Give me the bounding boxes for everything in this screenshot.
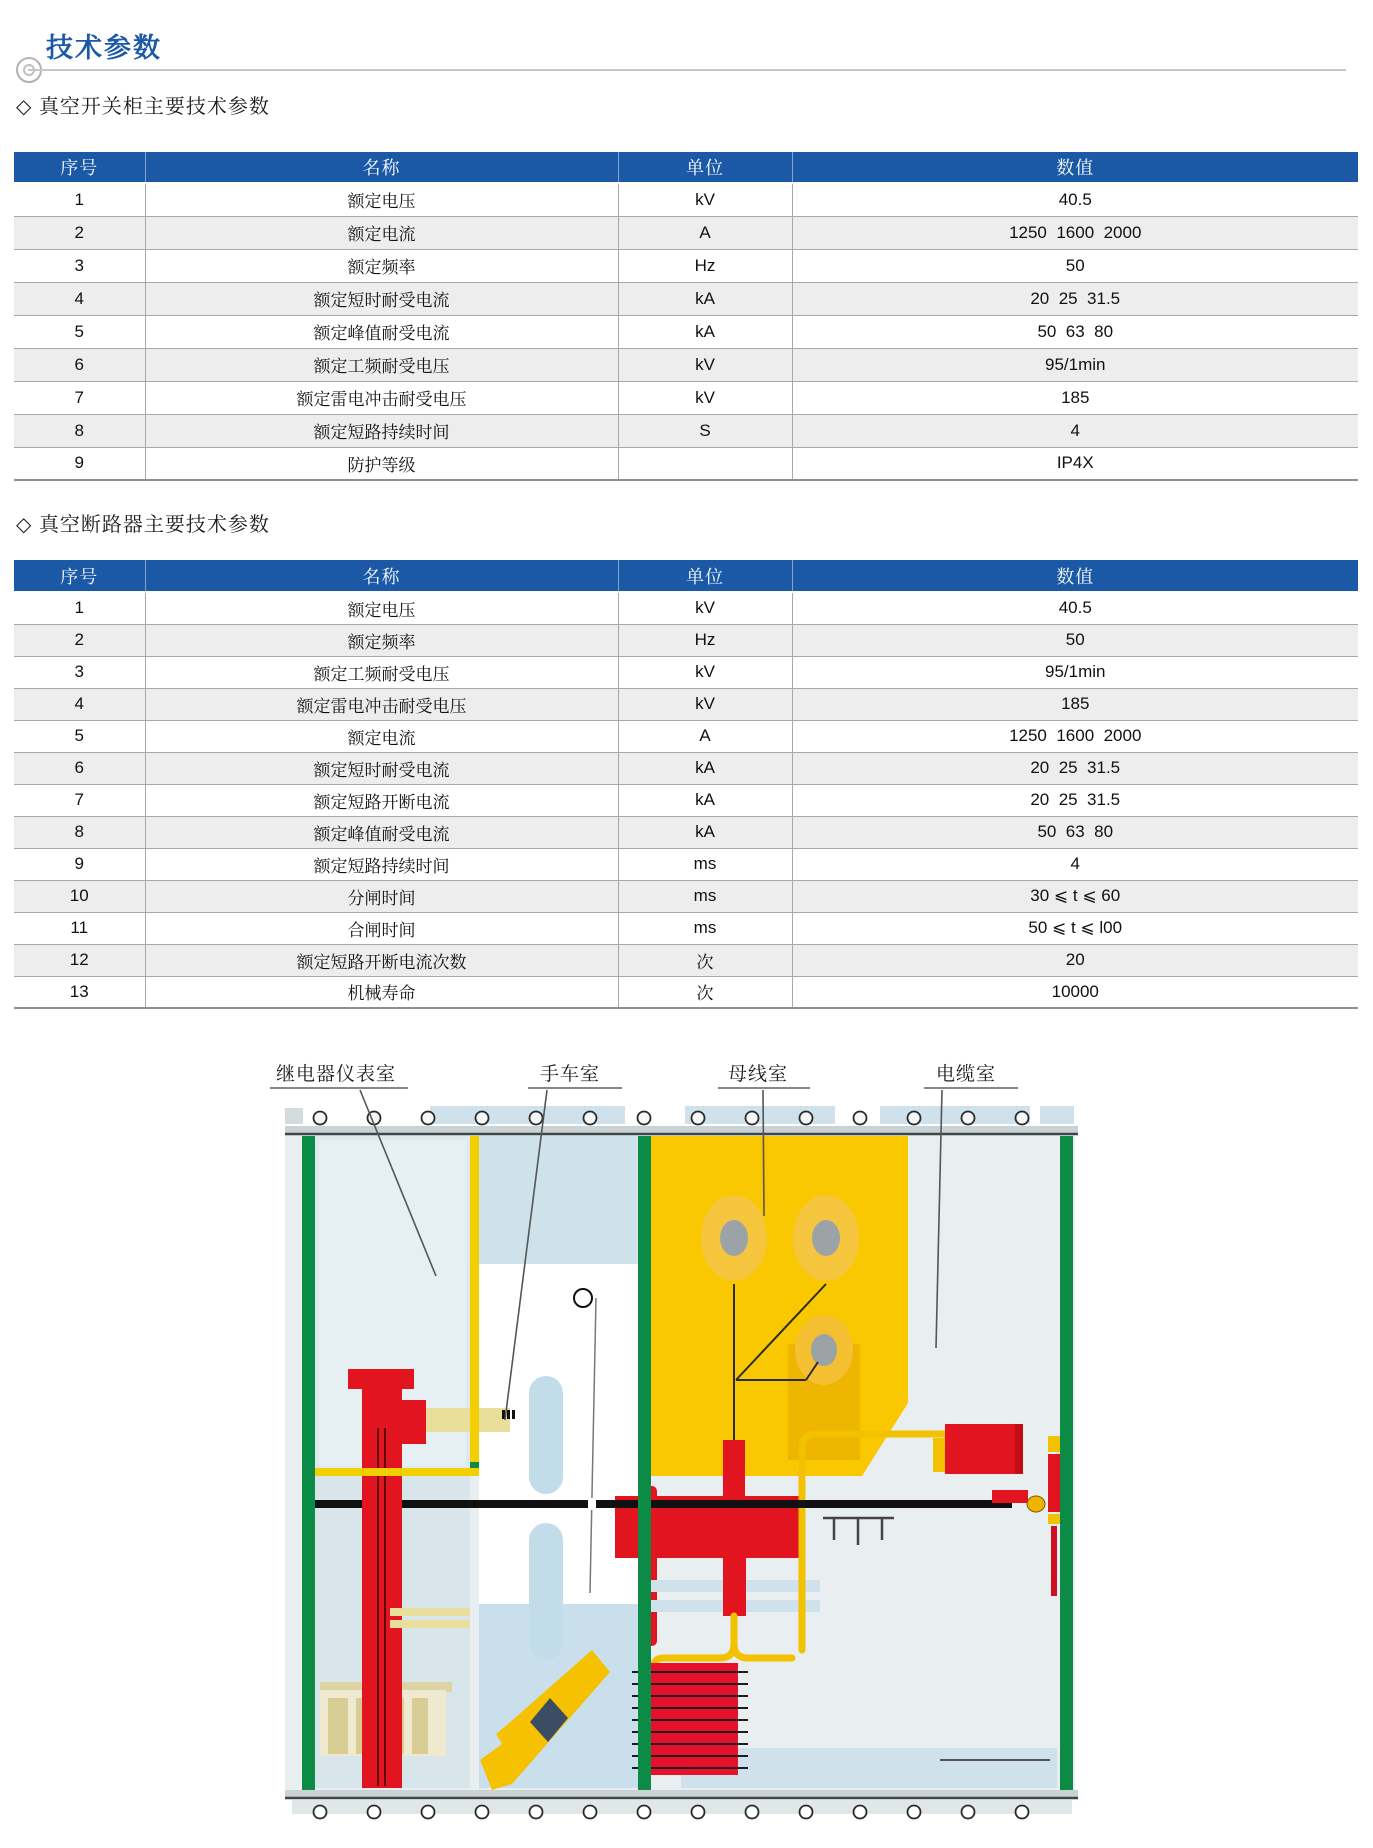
cell-name: 防护等级 <box>145 447 618 480</box>
cell-unit: kA <box>618 816 792 848</box>
cell-name: 分闸时间 <box>145 880 618 912</box>
cell-value: 20 25 31.5 <box>792 282 1358 315</box>
title-rule <box>28 69 1346 71</box>
cell-unit: ms <box>618 880 792 912</box>
cell-index: 7 <box>14 381 145 414</box>
cell-index: 6 <box>14 348 145 381</box>
table-row <box>14 183 1358 216</box>
cell-name: 额定短路开断电流次数 <box>145 944 618 976</box>
cell-name: 合闸时间 <box>145 912 618 944</box>
cell-unit: Hz <box>618 249 792 282</box>
cell-index: 2 <box>14 624 145 656</box>
bushing-icon <box>795 1315 853 1385</box>
cell-name: 额定频率 <box>145 624 618 656</box>
table-row <box>14 315 1358 348</box>
cell-index: 10 <box>14 880 145 912</box>
cell-value: 185 <box>792 688 1358 720</box>
cell-index: 12 <box>14 944 145 976</box>
cell-unit: ms <box>618 848 792 880</box>
cell-value: 1250 1600 2000 <box>792 720 1358 752</box>
cell-value: 50 63 80 <box>792 315 1358 348</box>
cell-value: IP4X <box>792 447 1358 480</box>
cell-value: 50 63 80 <box>792 816 1358 848</box>
cell-name: 额定电流 <box>145 720 618 752</box>
cell-name: 额定短路持续时间 <box>145 848 618 880</box>
cell-index: 6 <box>14 752 145 784</box>
cell-name: 额定电流 <box>145 216 618 249</box>
cell-index: 7 <box>14 784 145 816</box>
cell-value: 1250 1600 2000 <box>792 216 1358 249</box>
cell-value: 20 25 31.5 <box>792 784 1358 816</box>
cell-unit: kA <box>618 282 792 315</box>
table-header-row <box>14 560 1358 592</box>
col-header-value: 数值 <box>792 152 1358 183</box>
cell-index: 5 <box>14 720 145 752</box>
cell-unit: 次 <box>618 944 792 976</box>
table-row <box>14 752 1358 784</box>
table-row <box>14 784 1358 816</box>
label-busbar-room: 母线室 <box>728 1064 789 1085</box>
cell-index: 9 <box>14 447 145 480</box>
cell-name: 额定电压 <box>145 592 618 624</box>
col-header-index: 序号 <box>14 152 145 183</box>
cell-value: 30 ⩽ t ⩽ 60 <box>792 880 1358 912</box>
table-row <box>14 249 1358 282</box>
cell-name: 额定短时耐受电流 <box>145 282 618 315</box>
cell-value: 20 25 31.5 <box>792 752 1358 784</box>
cell-index: 13 <box>14 976 145 1008</box>
cell-unit: kA <box>618 752 792 784</box>
cell-index: 11 <box>14 912 145 944</box>
table-row <box>14 816 1358 848</box>
cell-value: 95/1min <box>792 656 1358 688</box>
cell-unit: A <box>618 216 792 249</box>
cell-unit: kA <box>618 784 792 816</box>
cell-name: 额定电压 <box>145 183 618 216</box>
cell-value: 20 <box>792 944 1358 976</box>
insulator-capsule <box>529 1523 563 1660</box>
table-row <box>14 414 1358 447</box>
cell-value: 40.5 <box>792 592 1358 624</box>
cell-name: 额定短路持续时间 <box>145 414 618 447</box>
label-handcart-room: 手车室 <box>540 1064 601 1085</box>
cabinet-frame-top <box>285 1106 1078 1134</box>
cell-unit: kV <box>618 592 792 624</box>
cell-name: 额定短时耐受电流 <box>145 752 618 784</box>
col-header-name: 名称 <box>145 152 618 183</box>
cell-name: 额定雷电冲击耐受电压 <box>145 381 618 414</box>
cell-unit: 次 <box>618 976 792 1008</box>
table-row <box>14 216 1358 249</box>
cell-unit: kA <box>618 315 792 348</box>
cell-unit: ms <box>618 912 792 944</box>
page-title: 技术参数 <box>46 33 162 63</box>
cell-name: 额定工频耐受电压 <box>145 656 618 688</box>
cell-index: 1 <box>14 592 145 624</box>
col-header-name: 名称 <box>145 560 618 592</box>
table-row <box>14 848 1358 880</box>
table-row <box>14 447 1358 480</box>
cell-unit: kV <box>618 656 792 688</box>
table-row <box>14 381 1358 414</box>
section-heading-breaker: ◇ 真空断路器主要技术参数 <box>16 514 270 536</box>
section-heading-switchgear: ◇ 真空开关柜主要技术参数 <box>16 96 270 118</box>
cell-unit: kV <box>618 183 792 216</box>
cell-name: 额定峰值耐受电流 <box>145 816 618 848</box>
cell-unit <box>618 447 792 480</box>
cell-value: 50 ⩽ t ⩽ l00 <box>792 912 1358 944</box>
spec-table-breaker <box>14 560 1358 1009</box>
cell-index: 8 <box>14 816 145 848</box>
table-row <box>14 282 1358 315</box>
spec-table-switchgear <box>14 152 1358 481</box>
insulator-capsule <box>529 1376 563 1494</box>
cell-unit: kV <box>618 688 792 720</box>
cell-value: 4 <box>792 848 1358 880</box>
cell-name: 额定频率 <box>145 249 618 282</box>
col-header-unit: 单位 <box>618 560 792 592</box>
cell-unit: Hz <box>618 624 792 656</box>
table-row <box>14 348 1358 381</box>
cell-value: 95/1min <box>792 348 1358 381</box>
cell-index: 4 <box>14 282 145 315</box>
table-row <box>14 944 1358 976</box>
cell-unit: S <box>618 414 792 447</box>
cross-section-drawing <box>240 1048 1085 1848</box>
cell-value: 50 <box>792 624 1358 656</box>
bushing-icon <box>701 1195 767 1281</box>
cell-name: 额定雷电冲击耐受电压 <box>145 688 618 720</box>
cell-index: 5 <box>14 315 145 348</box>
cell-index: 8 <box>14 414 145 447</box>
cell-index: 2 <box>14 216 145 249</box>
cabinet-frame-bottom <box>285 1790 1078 1814</box>
label-relay-room: 继电器仪表室 <box>276 1064 397 1085</box>
busbar-room-panel <box>651 1136 908 1476</box>
table-row <box>14 720 1358 752</box>
cell-name: 额定短路开断电流 <box>145 784 618 816</box>
cell-unit: kV <box>618 348 792 381</box>
table-row <box>14 688 1358 720</box>
cell-value: 4 <box>792 414 1358 447</box>
cell-index: 1 <box>14 183 145 216</box>
label-cable-room: 电缆室 <box>936 1064 997 1085</box>
bushing-icon <box>793 1195 859 1281</box>
cell-value: 185 <box>792 381 1358 414</box>
cell-index: 3 <box>14 249 145 282</box>
table-row <box>14 880 1358 912</box>
table-row <box>14 976 1358 1008</box>
cell-unit: kV <box>618 381 792 414</box>
cell-value: 10000 <box>792 976 1358 1008</box>
cell-value: 40.5 <box>792 183 1358 216</box>
col-header-value: 数值 <box>792 560 1358 592</box>
cell-index: 9 <box>14 848 145 880</box>
cell-name: 机械寿命 <box>145 976 618 1008</box>
table-row <box>14 912 1358 944</box>
table-header-row <box>14 152 1358 183</box>
switchgear-cross-section-diagram <box>240 1048 1085 1848</box>
cell-index: 3 <box>14 656 145 688</box>
cell-unit: A <box>618 720 792 752</box>
col-header-unit: 单位 <box>618 152 792 183</box>
cell-index: 4 <box>14 688 145 720</box>
cell-name: 额定工频耐受电压 <box>145 348 618 381</box>
table-row <box>14 656 1358 688</box>
col-header-index: 序号 <box>14 560 145 592</box>
cell-name: 额定峰值耐受电流 <box>145 315 618 348</box>
table-row <box>14 624 1358 656</box>
cell-value: 50 <box>792 249 1358 282</box>
table-row <box>14 592 1358 624</box>
